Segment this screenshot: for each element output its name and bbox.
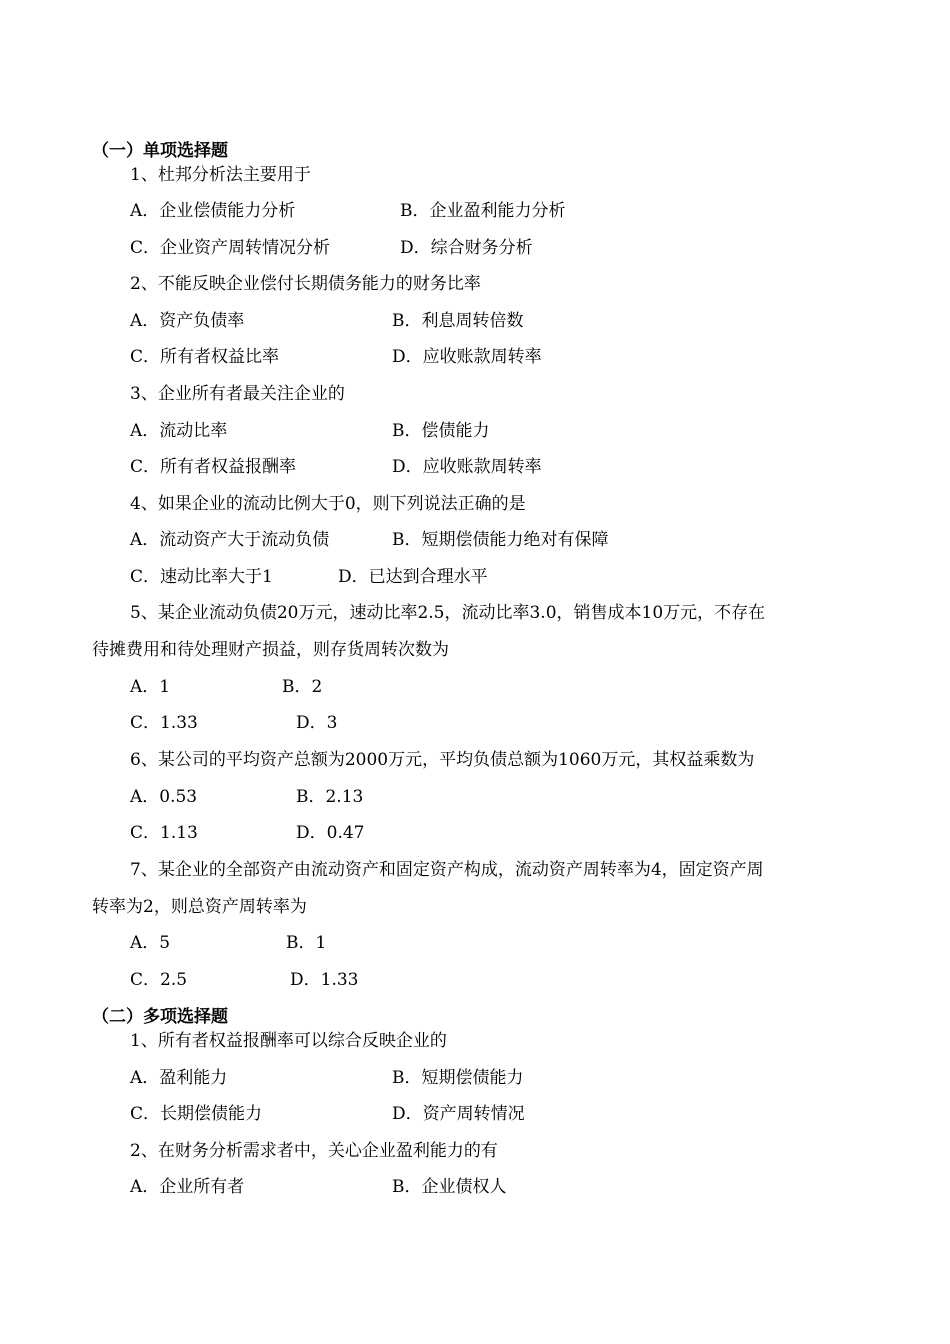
option-a: A．流动资产大于流动负债 xyxy=(130,530,330,550)
question-7-stem-line-1: 7、某企业的全部资产由流动资产和固定资产构成，流动资产周转率为4，固定资产周 xyxy=(130,860,764,880)
option-b: B．企业盈利能力分析 xyxy=(400,201,566,221)
option-c: C．速动比率大于1 xyxy=(130,567,273,587)
option-c: C．企业资产周转情况分析 xyxy=(130,238,331,258)
option-c: C．所有者权益报酬率 xyxy=(130,457,297,477)
option-a: A．5 xyxy=(130,933,171,953)
option-b: B．短期偿债能力绝对有保障 xyxy=(392,530,609,550)
option-a: A．企业偿债能力分析 xyxy=(130,201,296,221)
option-c: C．长期偿债能力 xyxy=(130,1104,263,1124)
option-b: B．企业债权人 xyxy=(392,1177,507,1197)
option-b: B．利息周转倍数 xyxy=(392,311,524,331)
option-a: A．流动比率 xyxy=(130,421,228,441)
option-b: B．偿债能力 xyxy=(392,421,490,441)
option-a: A．资产负债率 xyxy=(130,311,245,331)
multi-question-2-stem: 2、在财务分析需求者中，关心企业盈利能力的有 xyxy=(130,1141,498,1161)
option-a: A．盈利能力 xyxy=(130,1068,228,1088)
question-5-stem-line-1: 5、某企业流动负债20万元，速动比率2.5，流动比率3.0，销售成本10万元，不存在 xyxy=(130,603,766,623)
option-b: B．2.13 xyxy=(296,787,364,807)
option-c: C．1.13 xyxy=(130,823,198,843)
section-1-heading: （一）单项选择题 xyxy=(92,141,228,161)
section-2-heading: （二）多项选择题 xyxy=(92,1007,228,1027)
option-b: B．1 xyxy=(286,933,327,953)
option-d: D．3 xyxy=(296,713,338,733)
multi-question-1-stem: 1、所有者权益报酬率可以综合反映企业的 xyxy=(130,1031,447,1051)
option-d: D．0.47 xyxy=(296,823,365,843)
option-c: C．所有者权益比率 xyxy=(130,347,280,367)
question-4-stem: 4、如果企业的流动比例大于0，则下列说法正确的是 xyxy=(130,494,526,514)
option-a: A．0.53 xyxy=(130,787,198,807)
question-5-stem-line-2: 待摊费用和待处理财产损益，则存货周转次数为 xyxy=(92,640,449,660)
option-d: D．应收账款周转率 xyxy=(392,347,542,367)
option-d: D．资产周转情况 xyxy=(392,1104,525,1124)
option-d: D．综合财务分析 xyxy=(400,238,533,258)
option-c: C．1.33 xyxy=(130,713,198,733)
option-b: B．2 xyxy=(282,677,323,697)
option-d: D．应收账款周转率 xyxy=(392,457,542,477)
option-d: D．1.33 xyxy=(290,970,359,990)
question-3-stem: 3、企业所有者最关注企业的 xyxy=(130,384,345,404)
option-c: C．2.5 xyxy=(130,970,188,990)
option-a: A．企业所有者 xyxy=(130,1177,245,1197)
question-1-stem: 1、杜邦分析法主要用于 xyxy=(130,165,311,185)
question-2-stem: 2、不能反映企业偿付长期债务能力的财务比率 xyxy=(130,274,481,294)
option-d: D．已达到合理水平 xyxy=(338,567,488,587)
question-6-stem: 6、某公司的平均资产总额为2000万元，平均负债总额为1060万元，其权益乘数为 xyxy=(130,750,755,770)
option-b: B．短期偿债能力 xyxy=(392,1068,524,1088)
option-a: A．1 xyxy=(130,677,171,697)
question-7-stem-line-2: 转率为2，则总资产周转率为 xyxy=(92,897,307,917)
